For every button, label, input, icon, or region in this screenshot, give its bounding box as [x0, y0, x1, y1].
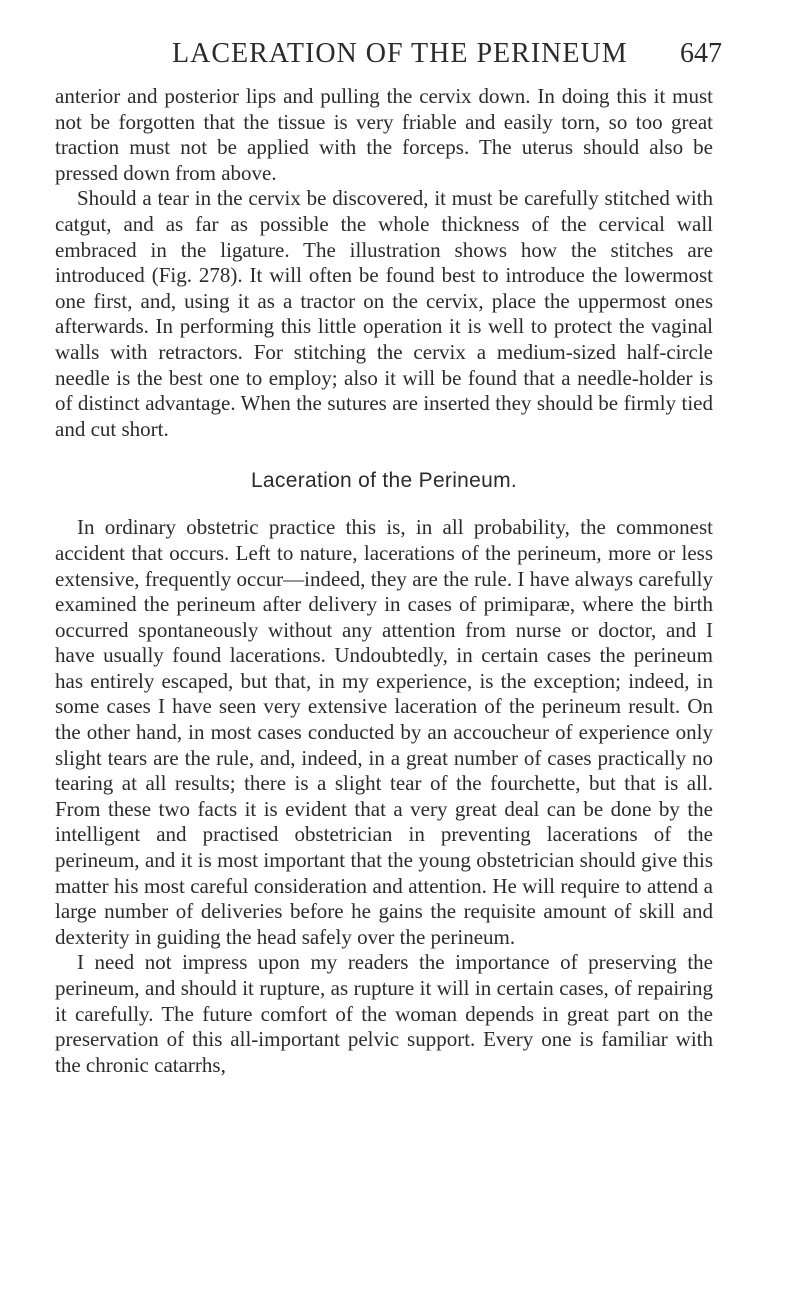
page-number: 647 [680, 38, 722, 69]
running-head [172, 34, 722, 74]
running-title: LACERATION OF THE PERINEUM [172, 38, 628, 69]
section-heading: Laceration of the Perineum. [250, 469, 518, 493]
paragraph-preserving-perineum: I need not impress upon my readers the importance of preserving the perineum, and should it rupture, as rupture it will in certain cases, of repairing it carefully. The future comfort of the woman depends in great part on the preservation of this all-important pelvic support. Every one is familiar with the chronic catarrhs, [55, 950, 713, 1077]
body-text [55, 84, 713, 1078]
paragraph-continued: anterior and posterior lips and pulling the cervix down. In doing this it must not be forgotten that the tissue is very friable and easily torn, so too great traction must not be applied with the forceps. The uterus should also be pressed down from above. [55, 84, 713, 185]
paragraph-perineum-laceration: In ordinary obstetric practice this is, in all probability, the commonest accident that occurs. Left to nature, lacerations of the perineum, more or less extensive, frequently occur—indeed, they are the rule. I have always carefully examined the perineum after delivery in cases of primiparæ, where the birth occurred spontaneously without any attention from nurse or doctor, and I have usually found lacerations. Undoubtedly, in certain cases the perineum has entirely escaped, but that, in my experience, is the exception; indeed, in some cases I have seen very extensive laceration of the perineum result. On the other hand, in most cases conducted by an accoucheur of experience only slight tears are the rule, and, indeed, in a great number of cases practically no tearing at all results; there is a slight tear of the fourchette, but that is all. From these two facts it is evident that a very great deal can be done by the intelligent and practised obstetrician in preventing lacerations of the perineum, and it is most important that the young obstetrician should give this matter his most careful consideration and attention. He will require to attend a large number of deliveries before he gains the requisite amount of skill and dexterity in guiding the head safely over the perineum. [55, 515, 713, 949]
paragraph-cervix-tear: Should a tear in the cervix be discovered, it must be carefully stitched with catgut, and as far as possible the whole thickness of the cervical wall embraced in the ligature. The illustration shows how the stitches are introduced (Fig. 278). It will often be found best to introduce the lowermost one first, and, using it as a tractor on the cervix, place the uppermost ones afterwards. In performing this little operation it is well to protect the vaginal walls with retractors. For stitching the cervix a medium-sized half-circle needle is the best one to employ; also it will be found that a needle-holder is of distinct advantage. When the sutures are inserted they should be firmly tied and cut short. [55, 186, 713, 441]
